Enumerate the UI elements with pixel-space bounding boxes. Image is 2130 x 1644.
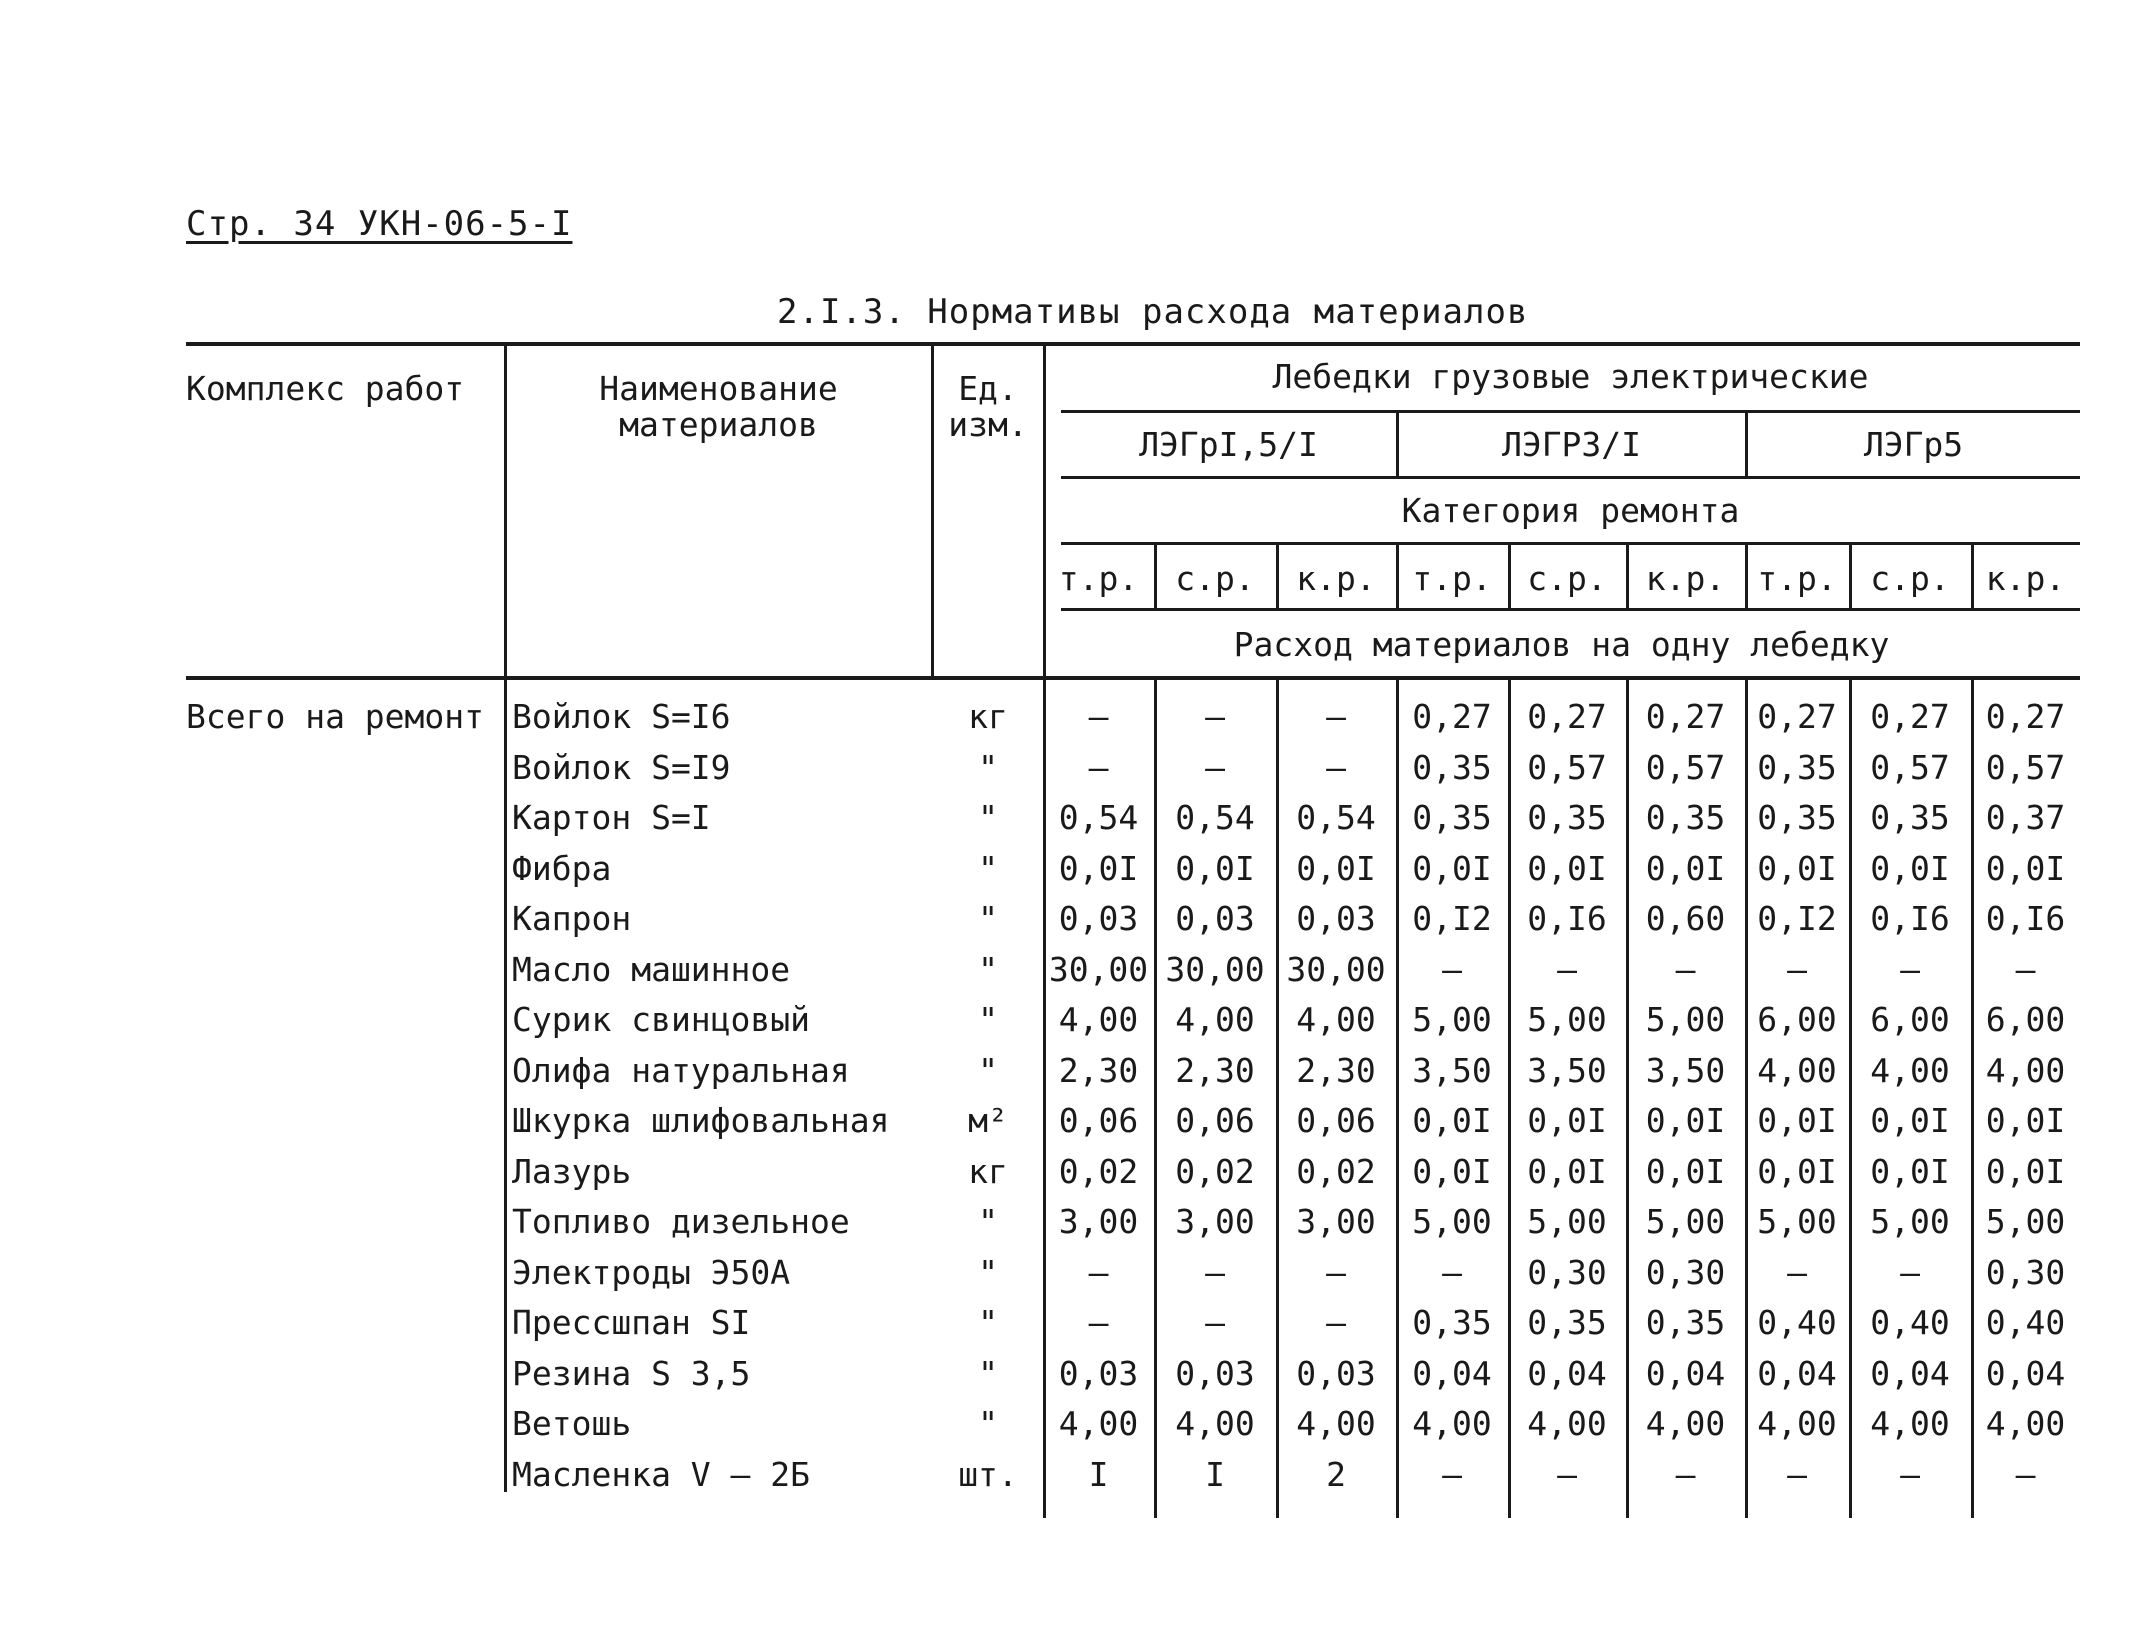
consumption-value: 0,03: [1175, 899, 1255, 938]
consumption-value: –: [1900, 949, 1920, 989]
consumption-value: –: [1205, 747, 1225, 787]
page-header: Стр. 34 УКН-06-5-I: [186, 204, 573, 244]
consumption-value: 0,35: [1645, 798, 1726, 837]
consumption-value: 0,57: [1645, 747, 1726, 787]
header-repair-type: т.р.: [1757, 559, 1837, 598]
rule-under-models: [1061, 476, 2080, 479]
material-unit: ": [978, 1252, 998, 1292]
consumption-value: 0,37: [1985, 798, 2066, 837]
consumption-value: 0,60: [1645, 899, 1726, 938]
consumption-value: 0,35: [1527, 798, 1607, 837]
consumption-value: 0,04: [1870, 1353, 1950, 1393]
consumption-value: 0,0I: [1645, 1101, 1726, 1140]
consumption-value: 0,35: [1527, 1303, 1607, 1342]
divider-repair-type: [1745, 542, 1748, 608]
consumption-value: 0,0I: [1527, 1151, 1607, 1191]
header-unit-line2: изм.: [948, 405, 1028, 444]
consumption-value: 4,00: [1296, 1404, 1376, 1443]
consumption-value: 4,00: [1645, 1404, 1726, 1443]
consumption-value: 5,00: [1757, 1202, 1837, 1241]
consumption-value: 0,57: [1527, 747, 1607, 787]
header-repair-type: т.р.: [1058, 559, 1139, 598]
material-name: Лазурь: [512, 1151, 632, 1191]
header-name-line1: Наименование: [599, 369, 838, 408]
consumption-value: 4,00: [1870, 1050, 1950, 1090]
consumption-value: 0,57: [1870, 747, 1950, 787]
material-unit: ": [978, 747, 998, 787]
consumption-value: 0,04: [1527, 1353, 1607, 1393]
consumption-value: 0,35: [1645, 1303, 1726, 1342]
consumption-value: 5,00: [1412, 1202, 1492, 1241]
consumption-value: 4,00: [1058, 1404, 1139, 1443]
consumption-value: 0,0I: [1985, 1151, 2066, 1191]
material-unit: ": [978, 1353, 998, 1393]
consumption-value: –: [1787, 1454, 1807, 1494]
material-unit: ": [978, 798, 998, 837]
material-unit: кг: [968, 697, 1008, 736]
divider-repair-type: [1154, 542, 1157, 608]
consumption-value: –: [2015, 1454, 2036, 1494]
header-repair-type: с.р.: [1870, 559, 1950, 598]
material-name: Масло машинное: [512, 949, 791, 989]
consumption-value: 0,35: [1412, 798, 1492, 837]
header-group: Лебедки грузовые электрические: [1272, 357, 1869, 396]
consumption-value: 0,02: [1058, 1151, 1139, 1191]
header-repair-type: с.р.: [1527, 559, 1607, 598]
consumption-value: 4,00: [1527, 1404, 1607, 1443]
consumption-value: 0,27: [1985, 697, 2066, 736]
rule-header-bottom: [186, 676, 2080, 680]
consumption-value: 0,02: [1296, 1151, 1376, 1191]
consumption-value: 4,00: [1175, 1000, 1255, 1039]
consumption-value: 0,54: [1175, 798, 1255, 837]
consumption-value: 4,00: [1870, 1404, 1950, 1443]
consumption-value: –: [1205, 1303, 1225, 1342]
consumption-value: –: [1088, 697, 1109, 736]
consumption-value: 2,30: [1175, 1050, 1255, 1090]
consumption-value: 0,27: [1645, 697, 1726, 736]
consumption-value: 3,00: [1058, 1202, 1139, 1241]
consumption-value: 0,35: [1757, 747, 1837, 787]
consumption-value: 30,00: [1048, 949, 1149, 989]
consumption-value: 0,0I: [1412, 1101, 1492, 1140]
consumption-value: 30,00: [1165, 949, 1265, 989]
material-unit: ": [978, 1000, 998, 1039]
consumption-value: 0,0I: [1757, 848, 1837, 888]
material-name: Картон S=I: [512, 798, 711, 837]
consumption-value: 5,00: [1412, 1000, 1492, 1039]
consumption-value: 4,00: [1296, 1000, 1376, 1039]
material-name: Фибра: [512, 848, 612, 888]
header-repair-type: с.р.: [1175, 559, 1255, 598]
consumption-value: –: [1557, 1454, 1577, 1494]
consumption-value: I: [1205, 1454, 1225, 1494]
consumption-value: 0,30: [1985, 1252, 2066, 1292]
consumption-value: 0,04: [1985, 1353, 2066, 1393]
consumption-value: 0,35: [1757, 798, 1837, 837]
material-unit: ": [978, 1404, 998, 1443]
consumption-value: –: [1787, 949, 1807, 989]
consumption-value: 3,50: [1645, 1050, 1726, 1090]
divider-complex: [504, 342, 507, 1492]
header-repair-type: т.р.: [1412, 559, 1492, 598]
consumption-value: –: [1900, 1454, 1920, 1494]
consumption-value: 0,I6: [1870, 899, 1950, 938]
consumption-value: 0,0I: [1645, 1151, 1726, 1191]
material-unit: ": [978, 848, 998, 888]
material-name: Резина S 3,5: [512, 1353, 751, 1393]
consumption-value: 4,00: [1985, 1404, 2066, 1443]
material-name: Сурик свинцовый: [512, 1000, 811, 1039]
divider-repair-type: [1849, 542, 1852, 608]
material-unit: кг: [968, 1151, 1008, 1191]
consumption-value: 0,04: [1645, 1353, 1726, 1393]
consumption-value: 0,03: [1296, 1353, 1376, 1393]
consumption-value: 0,27: [1412, 697, 1492, 736]
consumption-value: 0,35: [1412, 747, 1492, 787]
divider-repair-type: [1276, 542, 1279, 608]
material-name: Шкурка шлифовальная: [512, 1101, 890, 1140]
consumption-value: 5,00: [1870, 1202, 1950, 1241]
consumption-value: 0,0I: [1412, 848, 1492, 888]
divider-repair-type: [1508, 542, 1511, 608]
consumption-value: 0,0I: [1412, 1151, 1492, 1191]
consumption-value: 2,30: [1296, 1050, 1376, 1090]
header-model-2: ЛЭГР3/I: [1501, 425, 1642, 464]
consumption-value: 4,00: [1412, 1404, 1492, 1443]
header-repair-type: к.р.: [1985, 559, 2066, 598]
consumption-value: 0,02: [1175, 1151, 1255, 1191]
consumption-value: 0,04: [1412, 1353, 1492, 1393]
material-name: Прессшпан SI: [512, 1303, 751, 1342]
consumption-value: –: [1088, 1252, 1109, 1292]
rule-top: [186, 342, 2080, 346]
consumption-value: 0,06: [1296, 1101, 1376, 1140]
rule-under-group: [1061, 410, 2080, 413]
header-category: Категория ремонта: [1401, 491, 1740, 530]
consumption-value: 0,I6: [1985, 899, 2066, 938]
consumption-value: 5,00: [1985, 1202, 2066, 1241]
header-unit-line1: Ед.: [958, 369, 1018, 408]
consumption-value: –: [1326, 747, 1346, 787]
complex-value: Всего на ремонт: [186, 697, 485, 736]
consumption-value: –: [1442, 1454, 1462, 1494]
consumption-value: 4,00: [1175, 1404, 1255, 1443]
consumption-value: 0,54: [1058, 798, 1139, 837]
consumption-value: 5,00: [1645, 1202, 1726, 1241]
table-title: 2.I.3. Нормативы расхода материалов: [777, 292, 1529, 332]
consumption-value: 5,00: [1527, 1202, 1607, 1241]
material-unit: шт.: [958, 1454, 1018, 1494]
consumption-value: 30,00: [1286, 949, 1386, 989]
header-repair-type: к.р.: [1296, 559, 1376, 598]
consumption-value: 0,54: [1296, 798, 1376, 837]
consumption-value: –: [1205, 1252, 1225, 1292]
consumption-value: –: [1205, 697, 1225, 736]
consumption-value: 0,03: [1296, 899, 1376, 938]
material-name: Электроды Э50А: [512, 1252, 791, 1292]
consumption-value: –: [1326, 1303, 1346, 1342]
material-name: Войлок S=I6: [512, 697, 731, 736]
consumption-value: 0,0I: [1645, 848, 1726, 888]
header-repair-type: к.р.: [1645, 559, 1726, 598]
consumption-value: 0,0I: [1870, 848, 1950, 888]
material-unit: ": [978, 949, 998, 989]
consumption-value: 0,30: [1527, 1252, 1607, 1292]
consumption-value: 0,03: [1058, 1353, 1139, 1393]
consumption-value: –: [1675, 949, 1696, 989]
consumption-value: 0,0I: [1870, 1101, 1950, 1140]
consumption-value: 0,27: [1757, 697, 1837, 736]
consumption-value: 4,00: [1058, 1000, 1139, 1039]
rule-under-types: [1061, 608, 2080, 611]
consumption-value: 0,03: [1058, 899, 1139, 938]
consumption-value: 3,50: [1412, 1050, 1492, 1090]
consumption-value: 0,0I: [1296, 848, 1376, 888]
consumption-value: 0,0I: [1175, 848, 1255, 888]
divider-repair-type: [1396, 542, 1399, 608]
consumption-value: 0,0I: [1058, 848, 1139, 888]
consumption-value: 2: [1326, 1454, 1346, 1494]
consumption-value: 0,I6: [1527, 899, 1607, 938]
consumption-value: –: [1088, 747, 1109, 787]
material-name: Ветошь: [512, 1404, 632, 1443]
consumption-value: –: [1900, 1252, 1920, 1292]
consumption-value: –: [1557, 949, 1577, 989]
header-consumption: Расход материалов на одну лебедку: [1233, 625, 1890, 664]
divider-repair-type: [1971, 542, 1974, 608]
consumption-value: –: [1326, 1252, 1346, 1292]
consumption-value: 0,40: [1757, 1303, 1837, 1342]
consumption-value: 5,00: [1527, 1000, 1607, 1039]
consumption-value: 4,00: [1757, 1050, 1837, 1090]
material-unit: ": [978, 1202, 998, 1241]
consumption-value: 0,57: [1985, 747, 2066, 787]
consumption-value: 4,00: [1985, 1050, 2066, 1090]
header-model-1: ЛЭГрI,5/I: [1139, 425, 1318, 464]
consumption-value: 0,0I: [1757, 1101, 1837, 1140]
consumption-value: 6,00: [1870, 1000, 1950, 1039]
consumption-value: 2,30: [1058, 1050, 1139, 1090]
consumption-value: 0,0I: [1985, 1101, 2066, 1140]
consumption-value: 4,00: [1757, 1404, 1837, 1443]
material-name: Капрон: [512, 899, 632, 938]
consumption-value: 0,0I: [1757, 1151, 1837, 1191]
consumption-value: 0,0I: [1985, 848, 2066, 888]
consumption-value: 0,06: [1175, 1101, 1255, 1140]
consumption-value: 3,50: [1527, 1050, 1607, 1090]
material-name: Олифа натуральная: [512, 1050, 850, 1090]
consumption-value: –: [1675, 1454, 1696, 1494]
material-name: Масленка V – 2Б: [512, 1454, 811, 1494]
rule-under-category: [1061, 542, 2080, 545]
consumption-value: –: [1326, 697, 1346, 736]
consumption-value: 0,35: [1870, 798, 1950, 837]
consumption-value: I: [1088, 1454, 1109, 1494]
consumption-value: 0,40: [1985, 1303, 2066, 1342]
divider-repair-type: [1626, 542, 1629, 608]
consumption-value: 0,0I: [1527, 848, 1607, 888]
consumption-value: 5,00: [1645, 1000, 1726, 1039]
consumption-value: –: [1442, 1252, 1462, 1292]
header-name-line2: материалов: [619, 405, 818, 444]
consumption-value: 0,30: [1645, 1252, 1726, 1292]
consumption-value: 3,00: [1175, 1202, 1255, 1241]
material-unit: ": [978, 1050, 998, 1090]
consumption-value: 0,I2: [1412, 899, 1492, 938]
consumption-value: 0,40: [1870, 1303, 1950, 1342]
material-unit: ": [978, 899, 998, 938]
consumption-value: 0,27: [1527, 697, 1607, 736]
consumption-value: –: [1442, 949, 1462, 989]
consumption-value: 0,0I: [1527, 1101, 1607, 1140]
material-name: Топливо дизельное: [512, 1202, 850, 1241]
material-unit: м²: [968, 1101, 1008, 1140]
consumption-value: 0,0I: [1870, 1151, 1950, 1191]
consumption-value: 0,I2: [1757, 899, 1837, 938]
consumption-value: 0,03: [1175, 1353, 1255, 1393]
material-name: Войлок S=I9: [512, 747, 731, 787]
material-unit: ": [978, 1303, 998, 1342]
consumption-value: 6,00: [1985, 1000, 2066, 1039]
consumption-value: 0,06: [1058, 1101, 1139, 1140]
consumption-value: 0,27: [1870, 697, 1950, 736]
consumption-value: 3,00: [1296, 1202, 1376, 1241]
consumption-value: –: [2015, 949, 2036, 989]
header-complex: Комплекс работ: [186, 369, 465, 408]
consumption-value: 0,35: [1412, 1303, 1492, 1342]
header-model-3: ЛЭГр5: [1863, 425, 1964, 464]
consumption-value: –: [1787, 1252, 1807, 1292]
consumption-value: 0,04: [1757, 1353, 1837, 1393]
consumption-value: 6,00: [1757, 1000, 1837, 1039]
consumption-value: –: [1088, 1303, 1109, 1342]
